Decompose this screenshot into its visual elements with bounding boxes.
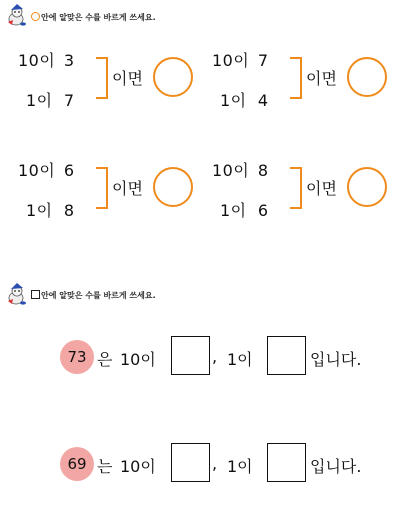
problem-1 <box>18 48 193 118</box>
tens-label: 10이 <box>18 51 56 70</box>
ones-value: 7 <box>63 91 75 110</box>
comma-text: , <box>212 347 218 366</box>
bracket <box>96 57 108 99</box>
instruction-text: 안에 알맞은 수를 바르게 쓰세요. <box>41 291 156 300</box>
ones-value: 6 <box>257 201 269 220</box>
ending-text: 입니다. <box>310 457 362 476</box>
tens-answer-box[interactable] <box>171 443 210 482</box>
ones-label: 1이 <box>220 201 247 220</box>
tens-label: 10이 <box>212 51 250 70</box>
sentence-2 <box>60 443 380 483</box>
tens-value: 8 <box>257 161 269 180</box>
particle-text: 는 <box>97 457 113 476</box>
tens-row <box>18 158 78 181</box>
instruction-section2 <box>31 290 156 301</box>
mascot-icon <box>4 2 30 28</box>
tens-answer-box[interactable] <box>171 336 210 375</box>
ending-text: 입니다. <box>310 350 362 369</box>
instruction-section1 <box>31 12 156 23</box>
tens-value: 3 <box>63 51 75 70</box>
suffix-text: 이면 <box>112 69 143 88</box>
tens-value: 7 <box>257 51 269 70</box>
bracket <box>290 57 302 99</box>
number-badge: 73 <box>60 340 94 374</box>
ones-value: 8 <box>63 201 75 220</box>
number-badge: 69 <box>60 447 94 481</box>
ones-row <box>212 88 272 111</box>
ones-row <box>212 198 272 221</box>
suffix-text: 이면 <box>306 69 337 88</box>
tens-label: 10이 <box>18 161 56 180</box>
tens-row <box>212 158 272 181</box>
ones-label: 1이 <box>227 457 253 476</box>
suffix-text: 이면 <box>112 179 143 198</box>
tens-label: 10이 <box>120 457 156 476</box>
answer-circle[interactable] <box>347 57 387 97</box>
sentence-1 <box>60 336 380 376</box>
ones-row <box>18 88 78 111</box>
particle-text: 은 <box>97 350 113 369</box>
comma-text: , <box>212 454 218 473</box>
problem-2 <box>212 48 387 118</box>
ones-label: 1이 <box>227 350 253 369</box>
ones-value: 4 <box>257 91 269 110</box>
suffix-text: 이면 <box>306 179 337 198</box>
problem-4 <box>212 158 387 228</box>
answer-circle[interactable] <box>153 167 193 207</box>
bracket <box>96 167 108 209</box>
box-symbol-icon <box>31 290 40 299</box>
bracket <box>290 167 302 209</box>
instruction-text: 안에 알맞은 수를 바르게 쓰세요. <box>41 13 156 22</box>
ones-label: 1이 <box>26 91 53 110</box>
tens-label: 10이 <box>120 350 156 369</box>
answer-circle[interactable] <box>153 57 193 97</box>
ones-answer-box[interactable] <box>267 336 306 375</box>
answer-circle[interactable] <box>347 167 387 207</box>
ones-answer-box[interactable] <box>267 443 306 482</box>
tens-value: 6 <box>63 161 75 180</box>
circle-symbol-icon <box>31 12 40 21</box>
ones-label: 1이 <box>220 91 247 110</box>
mascot-icon <box>4 281 30 307</box>
ones-label: 1이 <box>26 201 53 220</box>
ones-row <box>18 198 78 221</box>
problem-3 <box>18 158 193 228</box>
tens-label: 10이 <box>212 161 250 180</box>
tens-row <box>18 48 78 71</box>
tens-row <box>212 48 272 71</box>
